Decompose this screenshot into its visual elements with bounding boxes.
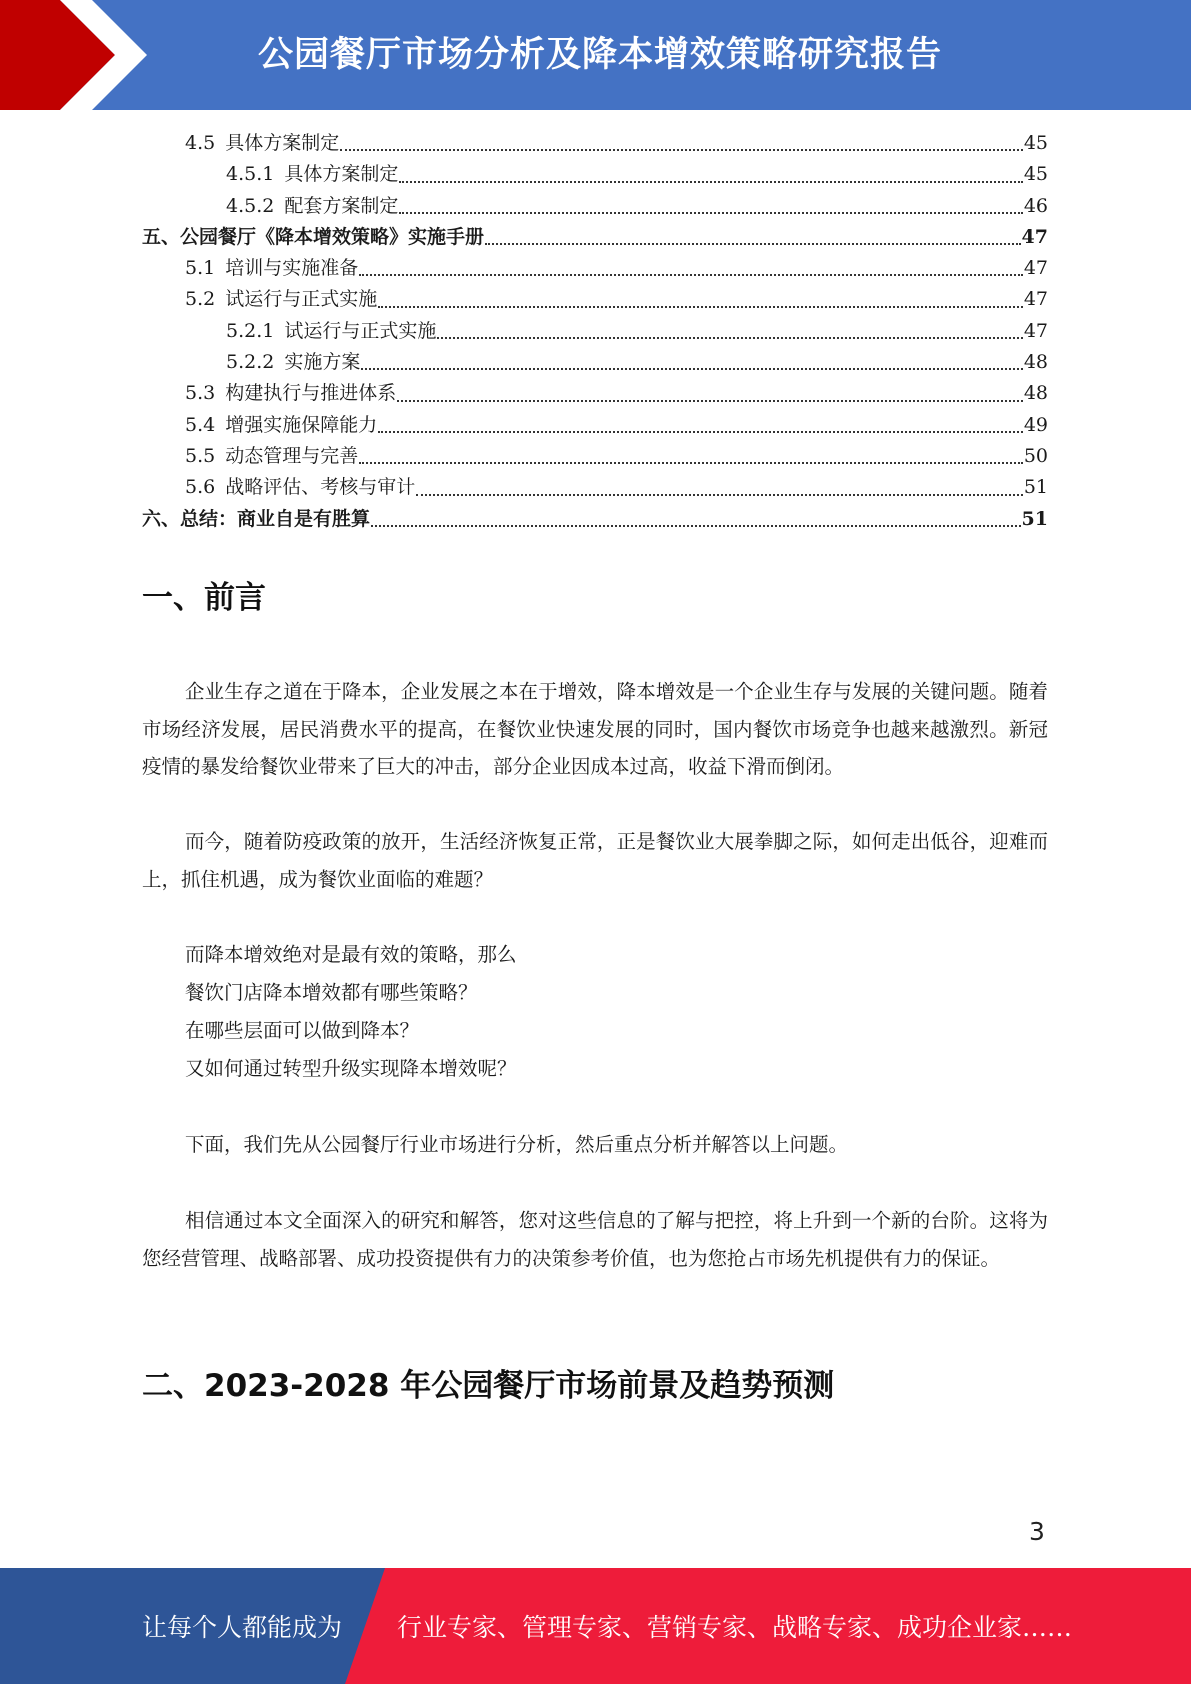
toc-entry[interactable] xyxy=(142,472,1048,503)
toc-entry-title: 配套方案制定 xyxy=(284,194,399,217)
toc-dot-leader xyxy=(361,368,1022,370)
preface-question-3: 在哪些层面可以做到降本？ xyxy=(185,1019,420,1042)
toc-entry-number: 5.5 xyxy=(185,444,216,467)
toc-entry-number: 5.2 xyxy=(185,288,216,311)
toc-dot-leader xyxy=(485,243,1021,245)
toc-entry-title: 动态管理与完善 xyxy=(225,444,359,467)
toc-entry-number: 4.5.2 xyxy=(226,194,275,217)
toc-entry-title: 构建执行与推进体系 xyxy=(225,382,397,405)
report-title: 公园餐厅市场分析及降本增效策略研究报告 xyxy=(258,35,943,75)
toc-entry[interactable] xyxy=(142,159,1048,190)
toc-entry-number: 5.2.2 xyxy=(226,351,275,374)
section-heading-preface: 一、前言 xyxy=(142,580,266,616)
toc-entry-title: 战略评估、考核与审计 xyxy=(225,476,416,499)
toc-entry-title: 具体方案制定 xyxy=(284,163,399,186)
page-header xyxy=(0,0,1191,110)
toc-entry-page: 48 xyxy=(1023,382,1048,405)
toc-entry-number: 4.5 xyxy=(185,132,216,154)
preface-question-1: 而降本增效绝对是最有效的策略，那么 xyxy=(185,943,517,966)
preface-paragraph-2: 而今，随着防疫政策的放开，生活经济恢复正常，正是餐饮业大展拳脚之际，如何走出低谷，迎难而上，抓住机遇，成为餐饮业面临的难题？ xyxy=(142,830,1048,891)
toc-entry[interactable] xyxy=(142,347,1048,378)
toc-entry-title: 具体方案制定 xyxy=(225,132,340,154)
toc-entry-page: 51 xyxy=(1021,507,1048,530)
toc-entry-page: 47 xyxy=(1023,319,1048,342)
preface-question-2: 餐饮门店降本增效都有哪些策略？ xyxy=(185,981,478,1004)
page-footer xyxy=(0,1568,1191,1684)
preface-paragraph-1: 企业生存之道在于降本，企业发展之本在于增效，降本增效是一个企业生存与发展的关键问题。随着市场经济发展，居民消费水平的提高，在餐饮业快速发展的同时，国内餐饮市场竞争也越来越激烈。新冠疫情的暴发给餐饮业带来了巨大的冲击，部分企业因成本过高，收益下滑而倒闭。 xyxy=(142,680,1048,778)
toc-entry-page: 50 xyxy=(1023,444,1048,467)
toc-entry[interactable] xyxy=(142,410,1048,441)
header-chevron-graphic xyxy=(0,0,160,110)
toc-entry-number: 5.1 xyxy=(185,257,216,280)
table-of-contents xyxy=(142,128,1048,535)
toc-entry[interactable] xyxy=(142,378,1048,409)
toc-entry-page: 47 xyxy=(1021,225,1048,248)
toc-dot-leader xyxy=(371,525,1021,527)
toc-entry-title: 培训与实施准备 xyxy=(225,257,359,280)
toc-entry-page: 45 xyxy=(1023,132,1048,154)
toc-entry-page: 47 xyxy=(1023,288,1048,311)
toc-entry-number: 4.5.1 xyxy=(226,163,275,186)
toc-entry-title: 实施方案 xyxy=(284,351,361,374)
toc-entry-number: 5.3 xyxy=(185,382,216,405)
toc-entry-title: 增强实施保障能力 xyxy=(225,413,378,436)
toc-entry-number: 5.4 xyxy=(185,413,216,436)
toc-dot-leader xyxy=(359,274,1023,276)
toc-entry-page: 48 xyxy=(1023,351,1048,374)
page-number: 3 xyxy=(1029,1517,1045,1546)
toc-entry-page: 47 xyxy=(1023,257,1048,280)
toc-entry[interactable] xyxy=(142,284,1048,315)
toc-entry-title: 试运行与正式实施 xyxy=(225,288,378,311)
toc-dot-leader xyxy=(378,306,1023,308)
preface-paragraph-4: 相信通过本文全面深入的研究和解答，您对这些信息的了解与把控，将上升到一个新的台阶。这将为您经营管理、战略部署、成功投资提供有力的决策参考价值，也为您抢占市场先机提供有力的保证。 xyxy=(142,1209,1048,1270)
toc-entry-page: 46 xyxy=(1023,194,1048,217)
toc-entry-page: 45 xyxy=(1023,163,1048,186)
toc-entry[interactable] xyxy=(142,504,1048,535)
toc-entry[interactable] xyxy=(142,191,1048,222)
toc-entry[interactable] xyxy=(142,128,1048,159)
toc-entry[interactable] xyxy=(142,222,1048,253)
footer-slogan-right: 行业专家、管理专家、营销专家、战略专家、成功企业家…… xyxy=(397,1613,1073,1642)
toc-dot-leader xyxy=(399,212,1022,214)
section-heading-market-outlook: 二、2023-2028 年公园餐厅市场前景及趋势预测 xyxy=(142,1368,835,1404)
toc-dot-leader xyxy=(359,462,1023,464)
toc-entry-title: 六、总结：商业自是有胜算 xyxy=(142,507,371,530)
toc-entry-number: 5.2.1 xyxy=(226,319,275,342)
toc-dot-leader xyxy=(378,431,1023,433)
toc-dot-leader xyxy=(340,149,1023,151)
toc-entry[interactable] xyxy=(142,316,1048,347)
toc-dot-leader xyxy=(397,400,1023,402)
preface-paragraph-3: 下面，我们先从公园餐厅行业市场进行分析，然后重点分析并解答以上问题。 xyxy=(185,1133,849,1156)
toc-dot-leader xyxy=(416,494,1023,496)
toc-entry-number: 5.6 xyxy=(185,476,216,499)
toc-entry-page: 49 xyxy=(1023,413,1048,436)
toc-entry[interactable] xyxy=(142,253,1048,284)
footer-slogan-left: 让每个人都能成为 xyxy=(142,1613,343,1642)
preface-question-4: 又如何通过转型升级实现降本增效呢？ xyxy=(185,1057,517,1080)
toc-dot-leader xyxy=(437,337,1022,339)
toc-dot-leader xyxy=(399,181,1022,183)
toc-entry-title: 试运行与正式实施 xyxy=(284,319,437,342)
toc-entry-title: 五、公园餐厅《降本增效策略》实施手册 xyxy=(142,225,485,248)
toc-entry-page: 51 xyxy=(1023,476,1048,499)
toc-entry[interactable] xyxy=(142,441,1048,472)
